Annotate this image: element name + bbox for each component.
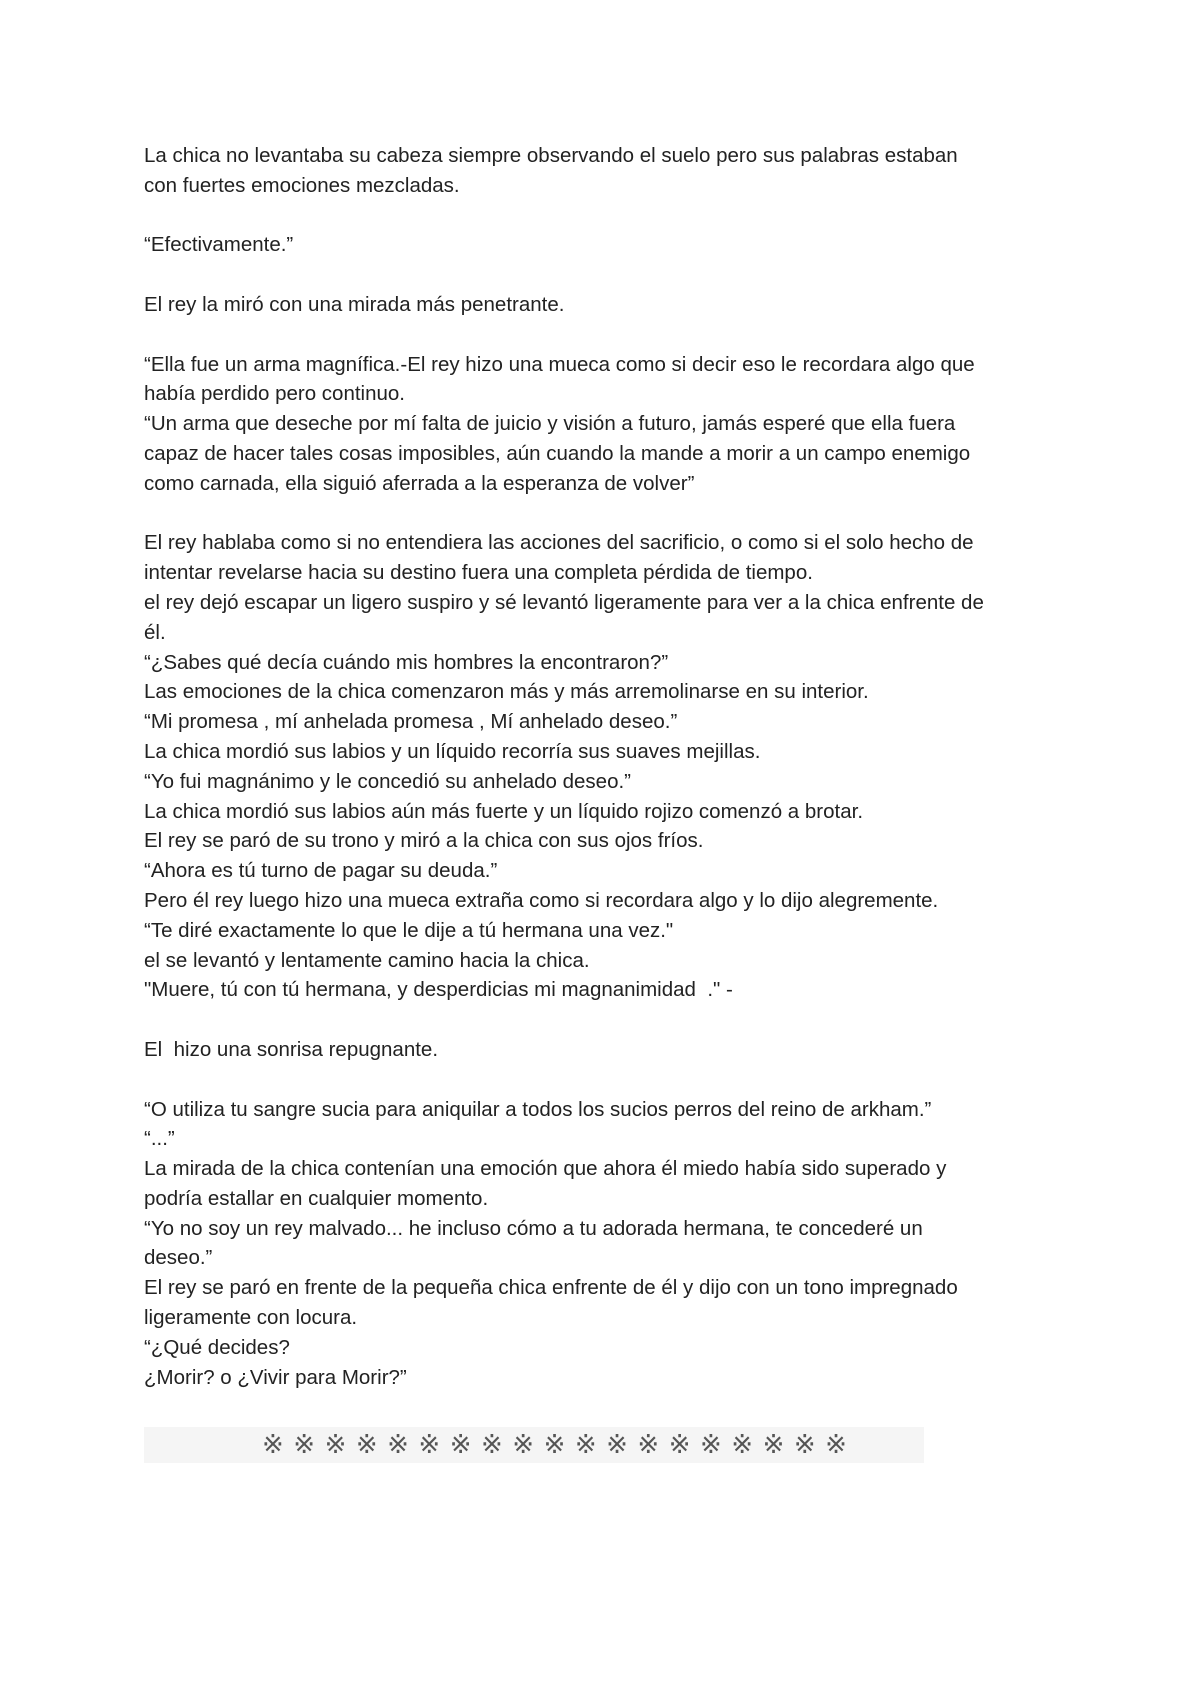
- text-line: El hizo una sonrisa repugnante.: [144, 1037, 439, 1061]
- text-line: “...”: [144, 1127, 175, 1151]
- blank-line: [144, 1065, 1049, 1095]
- text-line: el rey dejó escapar un ligero suspiro y sé levantó ligeramente para ver a la chica enfrente de: [144, 590, 984, 614]
- text-line: “Mi promesa , mí anhelada promesa , Mí anhelado deseo.”: [144, 710, 678, 734]
- text-line: Pero él rey luego hizo una mueca extraña como si recordara algo y lo dijo alegremente.: [144, 888, 939, 912]
- text-line: El rey hablaba como si no entendiera las acciones del sacrificio, o como si el solo hecho de: [144, 531, 974, 555]
- text-line: “¿Sabes qué decía cuándo mis hombres la encontraron?”: [144, 650, 669, 674]
- text-line: La chica mordió sus labios aún más fuerte y un líquido rojizo comenzó a brotar.: [144, 799, 864, 823]
- blank-line: [144, 1005, 1049, 1035]
- text-line: deseo.”: [144, 1246, 213, 1270]
- text-line: “O utiliza tu sangre sucia para aniquilar a todos los sucios perros del reino de arkham.”: [144, 1097, 932, 1121]
- text-line: El rey la miró con una mirada más penetrante.: [144, 292, 565, 316]
- text-line: La chica no levantaba su cabeza siempre observando el suelo pero sus palabras estaban: [144, 144, 958, 167]
- blank-line: [144, 320, 1049, 350]
- text-line: Las emociones de la chica comenzaron más y más arremolinarse en su interior.: [144, 680, 869, 704]
- text-line: “Ahora es tú turno de pagar su deuda.”: [144, 859, 498, 883]
- body-text: [144, 141, 1049, 1392]
- text-line: La mirada de la chica contenían una emoción que ahora él miedo había sido superado y: [144, 1157, 947, 1181]
- text-line: La chica mordió sus labios y un líquido recorría sus suaves mejillas.: [144, 739, 761, 763]
- text-line: había perdido pero continuo.: [144, 382, 406, 406]
- text-line: ¿Morir? o ¿Vivir para Morir?”: [144, 1365, 407, 1389]
- text-line: El rey se paró en frente de la pequeña chica enfrente de él y dijo con un tono impregnado: [144, 1276, 958, 1300]
- text-line: “Yo fui magnánimo y le concedió su anhelado deseo.”: [144, 769, 632, 793]
- text-line: él.: [144, 620, 166, 644]
- text-line: El rey se paró de su trono y miró a la chica con sus ojos fríos.: [144, 829, 704, 853]
- text-line: “Te diré exactamente lo que le dije a tú hermana una vez.": [144, 918, 674, 942]
- text-line: capaz de hacer tales cosas imposibles, aún cuando la mande a morir a un campo enemigo: [144, 441, 971, 465]
- text-line: podría estallar en cualquier momento.: [144, 1186, 489, 1210]
- text-line: como carnada, ella siguió aferrada a la esperanza de volver”: [144, 471, 695, 495]
- blank-line: [144, 260, 1049, 290]
- blank-line: [144, 201, 1049, 231]
- blank-line: [144, 499, 1049, 529]
- text-line: “Yo no soy un rey malvado... he incluso cómo a tu adorada hermana, te concederé un: [144, 1216, 923, 1240]
- section-separator: [144, 1427, 924, 1463]
- text-line: ligeramente con locura.: [144, 1306, 358, 1330]
- text-line: “¿Qué decides?: [144, 1335, 290, 1359]
- text-line: con fuertes emociones mezcladas.: [144, 173, 460, 197]
- text-line: “Un arma que deseche por mí falta de juicio y visión a futuro, jamás esperé que ella fuera: [144, 412, 956, 436]
- separator-glyphs: ※※※※※※※※※※※※※※※※※※※: [262, 1430, 857, 1460]
- text-line: “Ella fue un arma magnífica.-El rey hizo una mueca como si decir eso le recordara algo que: [144, 352, 975, 376]
- text-line: “Efectivamente.”: [144, 233, 294, 257]
- text-line: el se levantó y lentamente camino hacia la chica.: [144, 948, 590, 972]
- text-line: intentar revelarse hacia su destino fuera una completa pérdida de tiempo.: [144, 561, 813, 585]
- text-line: "Muere, tú con tú hermana, y desperdicias mi magnanimidad ." -: [144, 978, 733, 1002]
